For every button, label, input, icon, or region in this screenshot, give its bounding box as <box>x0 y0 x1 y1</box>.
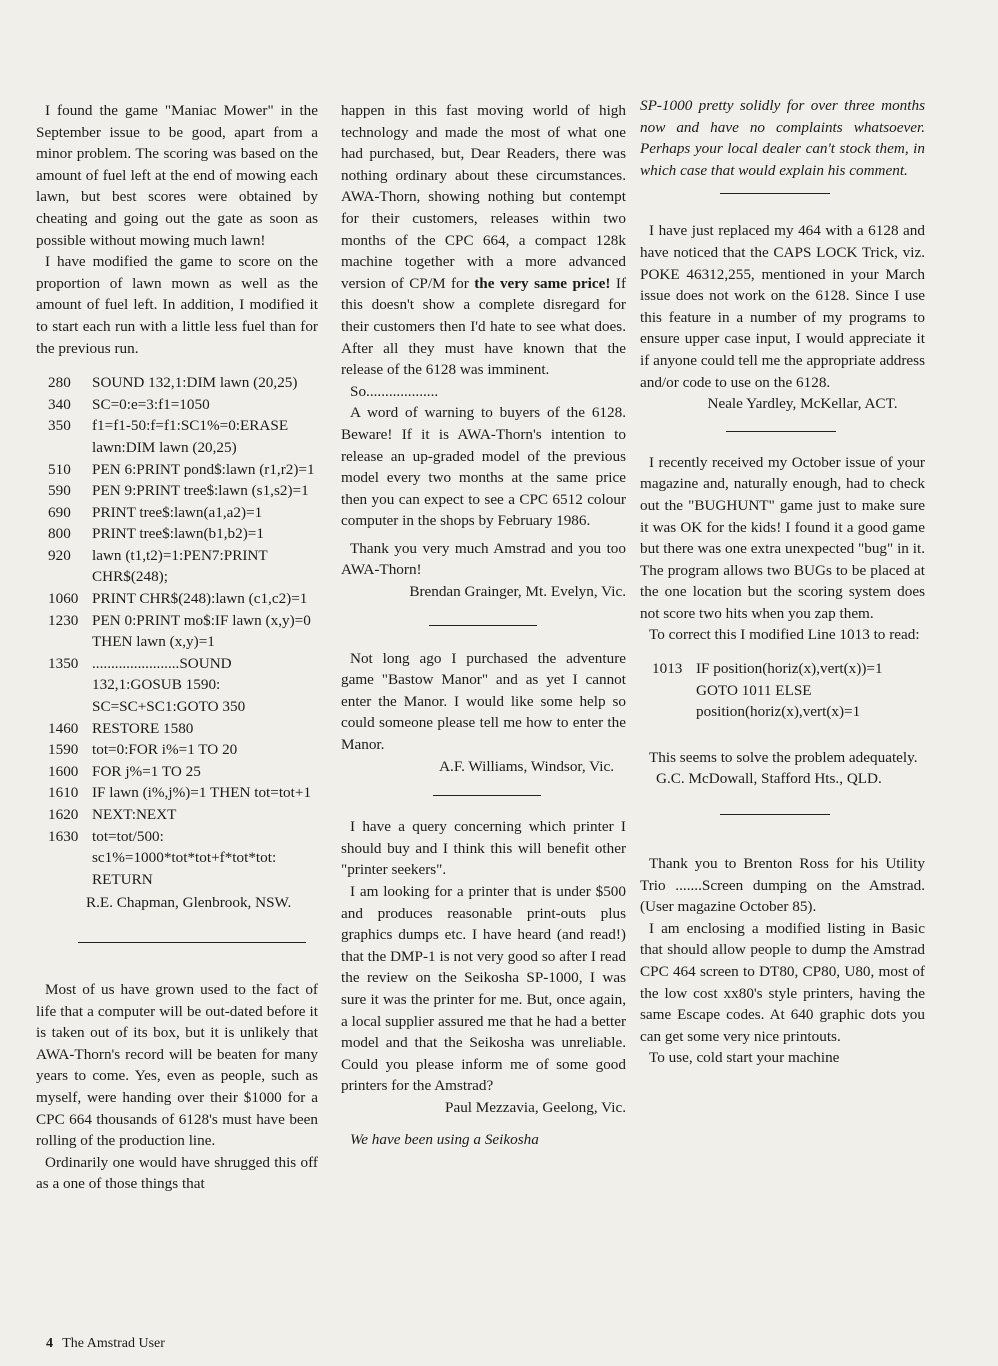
listing-line <box>36 372 318 394</box>
line-number: 1350 <box>48 654 79 672</box>
letter-text: If this doesn't show a complete disregard for their customers then I'd hate to see what does. After all they must have known that the release of the 6128 was imminent. <box>341 274 627 379</box>
line-code: lawn (t1,t2)=1:PEN7:PRINT CHR$(248); <box>92 546 268 586</box>
letter-text: happen in this fast moving world of high technology and made the most of what one had purchased, but, Dear Readers, there was nothing ordinary about these circumstances. AWA-Thorn, showing nothing but contempt for their customers, releases within two months of the CPC 664, a compact 128k machine together with a more advanced version of CP/M for <box>341 102 626 292</box>
column-3 <box>640 95 925 1069</box>
signature-chapman: R.E. Chapman, Glenbrook, NSW. <box>86 894 292 912</box>
line-code: SC=0:e=3:f1=1050 <box>92 395 210 413</box>
line-number: 1230 <box>48 611 79 629</box>
listing-line <box>36 804 318 826</box>
listing-line <box>36 588 318 610</box>
line-number: 1600 <box>48 762 79 780</box>
column-2 <box>341 100 626 1150</box>
column-1 <box>36 100 318 1195</box>
letter-printer-p1: I have a query concerning which printer I should buy and I think this will benefit other "printer seekers". <box>341 818 626 879</box>
line-code: tot=tot/500: sc1%=1000*tot*tot+f*tot*tot: RETURN <box>92 827 277 888</box>
letter-bughunt-p2: To correct this I modified Line 1013 to read: <box>649 626 920 644</box>
line-number: 510 <box>48 460 71 478</box>
letter-screen-dump-p2: I am enclosing a modified listing in Basic that should allow people to dump the Amstrad CPC 464 screen to DT80, CP80, U80, most of the low cost xx80's style printers, having the same Escape codes. At 640 graphic dots you can get some very nice printouts. <box>640 919 925 1045</box>
listing-line <box>36 545 318 588</box>
letter-screen-dump-p1: Thank you to Brenton Ross for his Utility Trio .......Screen dumping on the Amstrad. (User magazine October 85). <box>640 855 925 916</box>
line-code: PEN 6:PRINT pond$:lawn (r1,r2)=1 <box>92 460 315 478</box>
emphasis-text: the very same price! <box>474 274 611 292</box>
letter-awa-thorn-p1: Most of us have grown used to the fact of life that a computer will be out-dated before it is taken out of its box, but it is unlikely that AWA-Thorn's record will be beaten for many years to come. Yes, even as people, such as myself, were handing over their $1000 for a CPC 664 thousands of 6128's must have been rolling of the production line. <box>36 980 318 1150</box>
letter-awa-thorn-p2: Ordinarily one would have shrugged this off as a one of those things that <box>36 1153 318 1193</box>
basic-listing <box>640 658 925 723</box>
letter-bughunt-p3: This seems to solve the problem adequately. <box>649 748 918 766</box>
line-code: PEN 9:PRINT tree$:lawn (s1,s2)=1 <box>92 482 309 500</box>
letter-awa-thorn-p3 <box>341 100 626 381</box>
line-number: 350 <box>48 417 71 435</box>
line-number: 590 <box>48 482 71 500</box>
line-number: 1620 <box>48 806 79 823</box>
listing-line <box>36 415 318 458</box>
line-code: f1=f1-50:f=f1:SC1%=0:ERASE lawn:DIM lawn (20,25) <box>92 417 289 456</box>
listing-line <box>36 718 318 740</box>
page-footer <box>46 1336 165 1352</box>
line-code: RESTORE 1580 <box>92 719 194 737</box>
listing-line <box>36 782 318 804</box>
letter-thanks: Thank you very much Amstrad and you too AWA-Thorn! <box>341 539 626 579</box>
signature-grainger: Brendan Grainger, Mt. Evelyn, Vic. <box>409 583 626 601</box>
line-number: 690 <box>48 503 71 521</box>
line-number: 340 <box>48 395 71 413</box>
line-number: 920 <box>48 546 71 564</box>
line-code: .......................SOUND 132,1:GOSUB 1590: SC=SC+SC1:GOTO 350 <box>92 654 246 716</box>
basic-listing <box>36 372 318 890</box>
line-code: IF position(horiz(x),vert(x))=1 GOTO 1011 ELSE position(horiz(x),vert(x)=1 <box>696 660 883 721</box>
line-number: 1590 <box>48 741 79 759</box>
listing-line <box>36 394 318 416</box>
line-code: tot=0:FOR i%=1 TO 20 <box>92 741 238 759</box>
page-number: 4 <box>46 1336 53 1351</box>
listing-line <box>36 523 318 545</box>
line-code: PEN 0:PRINT mo$:IF lawn (x,y)=0 THEN lawn (x,y)=1 <box>92 611 311 651</box>
line-code: PRINT tree$:lawn(b1,b2)=1 <box>92 525 264 543</box>
listing-line <box>36 480 318 502</box>
editor-reply-cont: SP-1000 pretty solidly for over three months now and have no complaints whatsoever. Perhaps your local dealer can't stock them, in which case that would explain his comment. <box>640 97 925 179</box>
letter-maniac-mower-p2: I have modified the game to score on the proportion of lawn mown as well as the amount of fuel left. In addition, I modified it to start each run with a little less fuel than for the previous run. <box>36 253 318 357</box>
line-number: 1013 <box>652 660 683 678</box>
line-number: 280 <box>48 374 71 392</box>
line-number: 1060 <box>48 590 79 608</box>
letter-maniac-mower-p1: I found the game "Maniac Mower" in the September issue to be good, apart from a minor problem. The scoring was based on the amount of fuel left at the end of mowing each lawn, but best scores were obtained by cheating and going out the gate as soon as possible without mowing much lawn! <box>36 102 318 249</box>
listing-line <box>36 739 318 761</box>
listing-line <box>36 653 318 718</box>
line-code: SOUND 132,1:DIM lawn (20,25) <box>92 374 298 392</box>
line-number: 1630 <box>48 827 79 845</box>
listing-line <box>36 610 318 653</box>
line-code: NEXT:NEXT <box>92 806 177 823</box>
line-number: 1610 <box>48 784 79 802</box>
signature-williams: A.F. Williams, Windsor, Vic. <box>439 757 614 775</box>
line-code: PRINT tree$:lawn(a1,a2)=1 <box>92 503 263 521</box>
line-code: FOR j%=1 TO 25 <box>92 762 201 780</box>
letter-printer-p2: I am looking for a printer that is under $500 and produces reasonable print-outs plus graphics dumps etc. I have heard (and read!) that the DMP-1 is not very good so after I read the review on the Seikosha SP-1000, I was sure it was the printer for me. But, once again, a local supplier assured me that he had a better model and that the Seikosha was unreliable. Could you please inform me of some good printers for the Amstrad? <box>341 883 626 1095</box>
line-number: 1460 <box>48 719 79 737</box>
line-code: PRINT CHR$(248):lawn (c1,c2)=1 <box>92 590 308 608</box>
listing-line <box>36 761 318 783</box>
letter-screen-dump-p3: To use, cold start your machine <box>649 1049 840 1067</box>
signature-yardley: Neale Yardley, McKellar, ACT. <box>707 395 898 413</box>
line-number: 800 <box>48 525 71 543</box>
listing-line <box>640 658 925 723</box>
editor-reply: We have been using a Seikosha <box>350 1130 539 1148</box>
listing-line <box>36 459 318 481</box>
line-code: IF lawn (i%,j%)=1 THEN tot=tot+1 <box>92 784 312 802</box>
signature-mezzavia: Paul Mezzavia, Geelong, Vic. <box>445 1098 626 1116</box>
letter-caps-lock: I have just replaced my 464 with a 6128 and have noticed that the CAPS LOCK Trick, viz. POKE 46312,255, mentioned in your March issue does not work on the 6128. Since I use this feature in a number of my programs to ensure upper case input, I would appreciate it if anyone could tell me the appropriate address and/or code to use on the 6128. <box>640 222 925 391</box>
letter-so: So................... <box>350 382 439 400</box>
listing-line <box>36 502 318 524</box>
magazine-title: The Amstrad User <box>62 1336 165 1351</box>
listing-line <box>36 826 318 891</box>
letter-bastow-manor: Not long ago I purchased the adventure game "Bastow Manor" and as yet I cannot enter the Manor. I would like some help so could someone please tell me how to enter the Manor. <box>341 649 626 754</box>
signature-mcdowall: G.C. McDowall, Stafford Hts., QLD. <box>656 770 882 788</box>
letter-bughunt-p1: I recently received my October issue of your magazine and, naturally enough, had to check out the "BUGHUNT" game just to make sure it was OK for the kids! I found it a good game but there was one extra unexpected "bug" in it. The program allows two BUGs to be placed at the one location but the scoring system does not score two hits when you zap them. <box>640 453 925 622</box>
letter-warning: A word of warning to buyers of the 6128. Beware! If it is AWA-Thorn's intention to release an up-graded model of the previous model every two months at the same price then you can expect to see a CPC 6512 colour computer in the shops by February 1986. <box>341 404 626 530</box>
